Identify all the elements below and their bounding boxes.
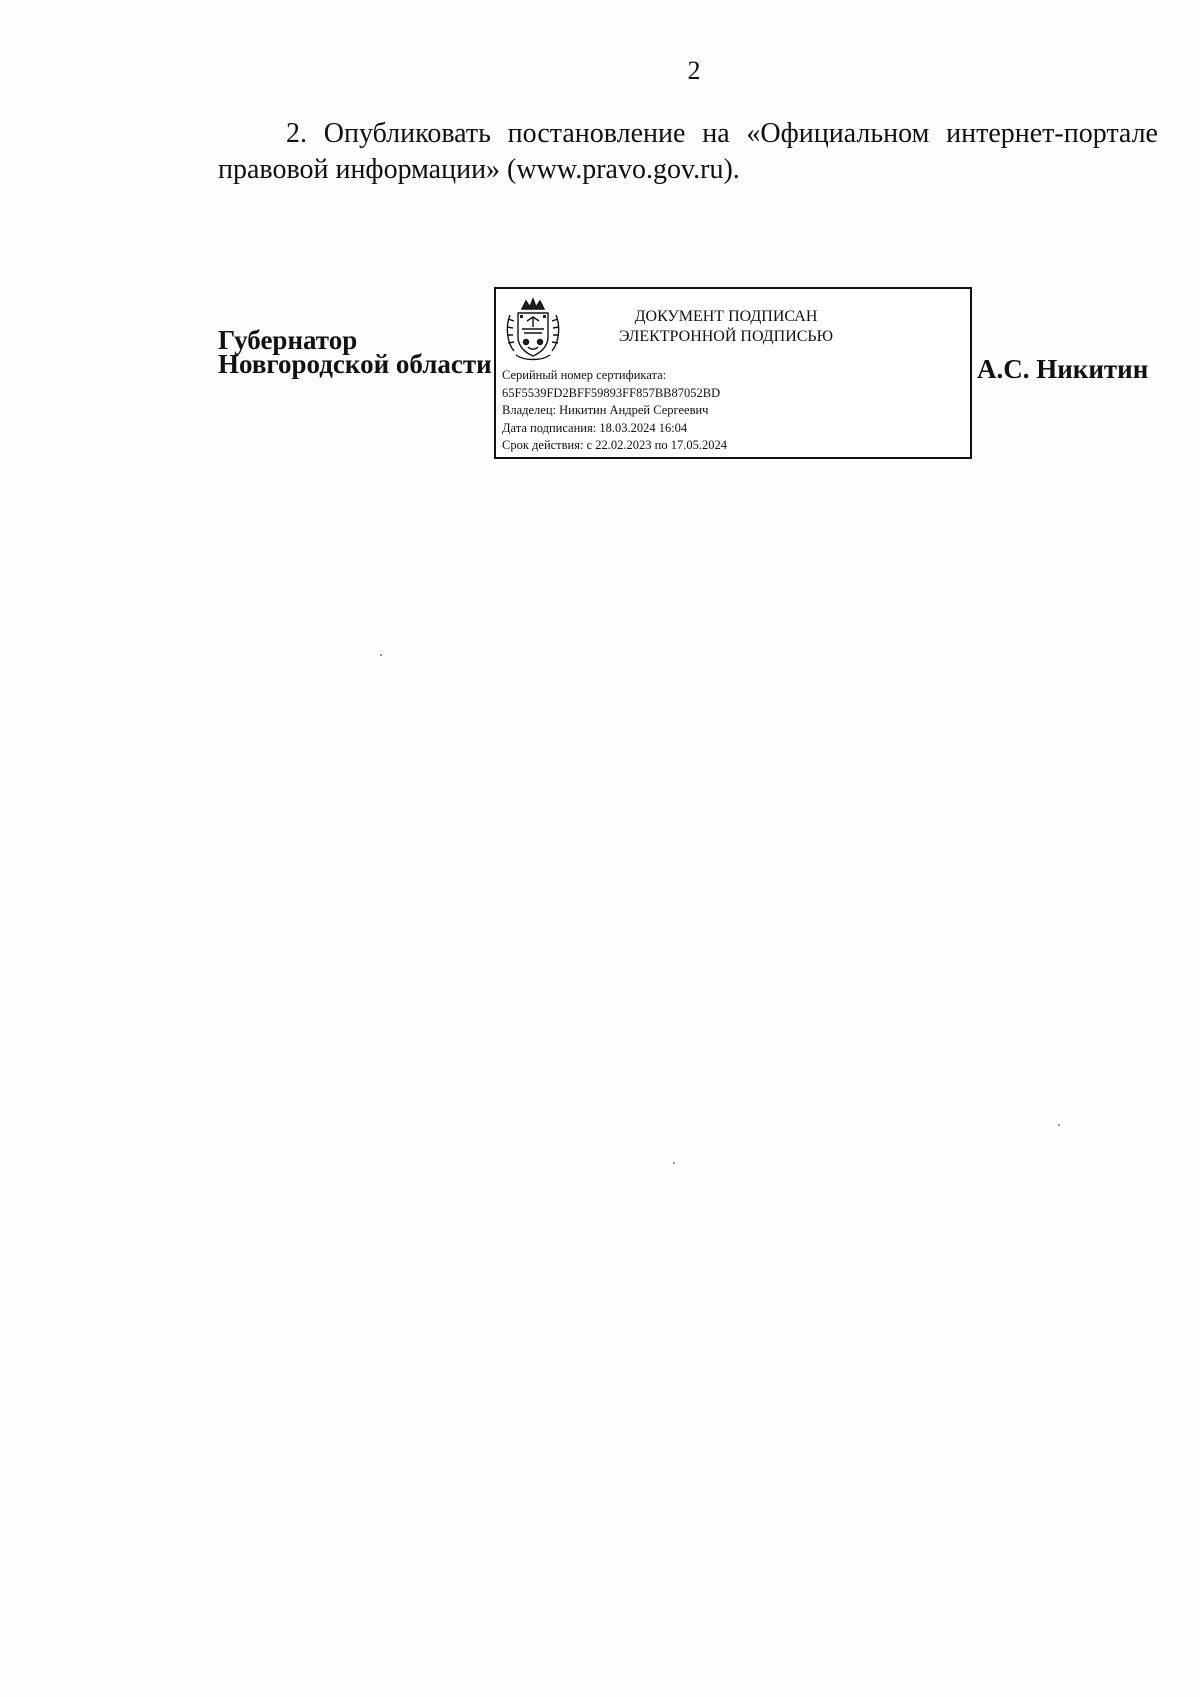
stamp-header bbox=[576, 307, 876, 347]
serial-value: 65F5539FD2BFF59893FF857BB87052BD bbox=[502, 385, 721, 400]
signatory-title-line: Губернатор bbox=[218, 325, 358, 355]
validity-period: Срок действия: с 22.02.2023 по 17.05.2024 bbox=[502, 438, 727, 452]
signatory-title bbox=[218, 325, 492, 379]
stamp-header-line: ДОКУМЕНТ ПОДПИСАН bbox=[634, 308, 818, 325]
signatory-title-line: Новгородской области bbox=[218, 349, 492, 379]
scan-speck bbox=[380, 654, 382, 656]
coat-of-arms-icon bbox=[504, 295, 562, 363]
owner: Владелец: Никитин Андрей Сергеевич bbox=[502, 403, 709, 417]
stamp-header-line: ЭЛЕКТРОННОЙ ПОДПИСЬЮ bbox=[618, 328, 834, 345]
signed-date: Дата подписания: 18.03.2024 16:04 bbox=[502, 420, 688, 435]
paragraph bbox=[218, 116, 1158, 188]
certificate-details bbox=[502, 367, 727, 455]
signatory-name: А.С. Никитин bbox=[977, 354, 1149, 384]
paragraph-line: 2. Опубликовать постановление на «Официальном интернет-портале bbox=[286, 118, 1158, 149]
page-number: 2 bbox=[687, 56, 701, 85]
paragraph-line: правовой информации» (www.pravo.gov.ru). bbox=[218, 154, 740, 185]
serial-label: Серийный номер сертификата: bbox=[502, 368, 667, 382]
electronic-signature-stamp bbox=[494, 287, 972, 459]
scan-speck bbox=[673, 1162, 675, 1164]
scan-speck bbox=[1058, 1124, 1060, 1126]
